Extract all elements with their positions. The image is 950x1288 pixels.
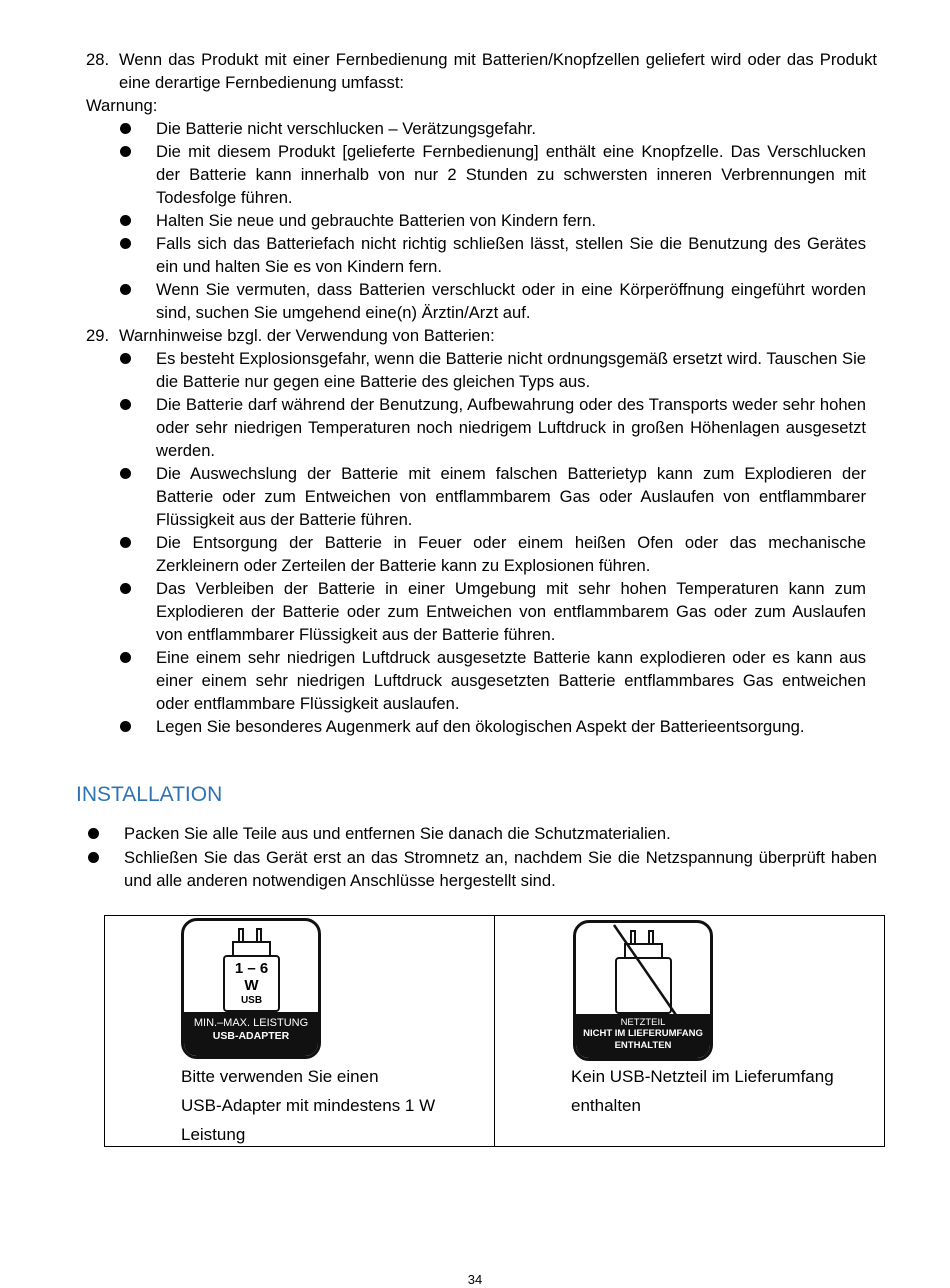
bullet-icon bbox=[120, 652, 131, 663]
bullet-icon bbox=[120, 468, 131, 479]
bullet-icon bbox=[120, 583, 131, 594]
bullet-icon bbox=[120, 215, 131, 226]
usb-label: USB bbox=[240, 995, 263, 1006]
numbered-item-28 bbox=[86, 48, 877, 94]
warning-label: Warnung: bbox=[86, 96, 158, 115]
bullet-icon bbox=[120, 353, 131, 364]
list-item-text: Die Auswechslung der Batterie mit einem falschen Batterietyp kann zum Explodieren der Batterie oder zum Entweichen von entflammbarem Gas oder Auslaufen von entflammbarer Flüssigkeit aus der Batterie führen. bbox=[156, 464, 866, 529]
list-item-text: Legen Sie besonderes Augenmerk auf den ökologischen Aspekt der Batterieentsorgung. bbox=[156, 717, 805, 736]
list-item-text: Es besteht Explosionsgefahr, wenn die Batterie nicht ordnungsgemäß ersetzt wird. Tauschen Sie die Batterie nur gegen eine Batterie des gleichen Typs aus. bbox=[156, 349, 866, 391]
bullet-icon bbox=[120, 721, 131, 732]
list-item bbox=[86, 822, 877, 845]
page-number: 34 bbox=[467, 1272, 483, 1287]
list-item bbox=[118, 715, 866, 738]
left-caption bbox=[181, 1062, 435, 1149]
band-line-2: NICHT IM LIEFERUMFANG bbox=[583, 1028, 703, 1039]
bullet-icon bbox=[120, 284, 131, 295]
list-item bbox=[118, 347, 866, 393]
table-divider bbox=[494, 916, 495, 1146]
bullet-icon bbox=[120, 238, 131, 249]
caption-line: enthalten bbox=[571, 1096, 641, 1115]
list-item bbox=[118, 117, 866, 140]
item-number: 28. bbox=[86, 50, 110, 69]
item-text: Warnhinweise bzgl. der Verwendung von Batterien: bbox=[119, 326, 495, 345]
list-item-text: Das Verbleiben der Batterie in einer Umgebung mit sehr hohen Temperaturen kann zum Explodieren der Batterie oder zum Entweichen von entflammbarem Gas oder zum Auslaufen von entflammbarer Flüssigkeit aus der Batterie führen. bbox=[156, 579, 866, 644]
item-number: 29. bbox=[86, 326, 110, 345]
bullet-icon bbox=[120, 399, 131, 410]
caption-line: Bitte verwenden Sie einen bbox=[181, 1067, 379, 1086]
item-text: Wenn das Produkt mit einer Fernbedienung mit Batterien/Knopfzellen geliefert wird oder das Produkt eine derartige Fernbedienung umfasst: bbox=[119, 50, 877, 92]
list-item-text: Die Batterie darf während der Benutzung, Aufbewahrung oder des Transports weder sehr hohen oder sehr niedrigen Temperaturen noch niedrigem Luftdruck in großen Höhenlagen ausgesetzt werden. bbox=[156, 395, 866, 460]
section-heading: INSTALLATION bbox=[76, 783, 223, 806]
list-item-text: Wenn Sie vermuten, dass Batterien verschluckt oder in eine Körperöffnung eingeführt worden sind, suchen Sie umgehend eine(n) Ärztin/Arzt auf. bbox=[156, 280, 866, 322]
power-unit: W bbox=[244, 977, 259, 994]
icon-caption-band bbox=[576, 1014, 710, 1058]
list-item bbox=[118, 462, 866, 531]
list-item bbox=[118, 232, 866, 278]
power-range-value: 1 – 6 bbox=[234, 960, 269, 977]
list-item-text: Falls sich das Batteriefach nicht richtig schließen lässt, stellen Sie die Benutzung des Gerätes ein und halten Sie es von Kindern fern. bbox=[156, 234, 866, 276]
icon-caption-band bbox=[184, 1012, 318, 1056]
crossed-charger-icon bbox=[576, 923, 710, 1018]
list-item bbox=[118, 393, 866, 462]
list-item-text: Eine einem sehr niedrigen Luftdruck ausgesetzte Batterie kann explodieren oder es kann aus einer einem sehr niedrigen Luftdruck ausgesetzten Batterie entflammbares Gas entweichen oder entflammbare Flüssigkeit auslaufen. bbox=[156, 648, 866, 713]
usb-adapter-power-icon bbox=[181, 918, 321, 1059]
no-power-adapter-icon bbox=[573, 920, 713, 1061]
list-item-text: Schließen Sie das Gerät erst an das Stromnetz an, nachdem Sie die Netzspannung überprüft haben und alle anderen notwendigen Anschlüsse hergestellt sind. bbox=[124, 848, 877, 890]
list-item bbox=[118, 209, 866, 232]
list-item-text: Die Entsorgung der Batterie in Feuer oder einem heißen Ofen oder das mechanische Zerkleinern oder Zerteilen der Batterie kann zu Explosionen führen. bbox=[156, 533, 866, 575]
list-item bbox=[118, 531, 866, 577]
power-info-table bbox=[104, 915, 885, 1147]
bullet-icon bbox=[120, 123, 131, 134]
list-item bbox=[118, 140, 866, 209]
list-item-text: Halten Sie neue und gebrauchte Batterien von Kindern fern. bbox=[156, 211, 597, 230]
band-line-3: ENTHALTEN bbox=[614, 1040, 672, 1051]
list-item bbox=[118, 646, 866, 715]
band-line-1: NETZTEIL bbox=[620, 1017, 666, 1028]
numbered-item-29 bbox=[86, 324, 877, 347]
list-item bbox=[86, 846, 877, 892]
bullet-icon bbox=[88, 852, 99, 863]
caption-line: Leistung bbox=[181, 1125, 246, 1144]
list-item bbox=[118, 278, 866, 324]
band-line-2: USB-ADAPTER bbox=[212, 1030, 290, 1042]
list-item bbox=[118, 577, 866, 646]
right-caption bbox=[571, 1062, 834, 1120]
bullet-icon bbox=[120, 146, 131, 157]
list-item-text: Packen Sie alle Teile aus und entfernen Sie danach die Schutzmaterialien. bbox=[124, 824, 671, 843]
list-item-text: Die mit diesem Produkt [gelieferte Fernbedienung] enthält eine Knopfzelle. Das Verschlucken der Batterie kann innerhalb von nur 2 Stunden zu schwersten inneren Verbrennungen mit Todesfolge führen. bbox=[156, 142, 866, 207]
list-item-text: Die Batterie nicht verschlucken – Verätzungsgefahr. bbox=[156, 119, 537, 138]
bullet-icon bbox=[88, 828, 99, 839]
caption-line: USB-Adapter mit mindestens 1 W bbox=[181, 1096, 436, 1115]
caption-line: Kein USB-Netzteil im Lieferumfang bbox=[571, 1067, 834, 1086]
band-line-1: MIN.–MAX. LEISTUNG bbox=[193, 1017, 309, 1029]
bullet-icon bbox=[120, 537, 131, 548]
